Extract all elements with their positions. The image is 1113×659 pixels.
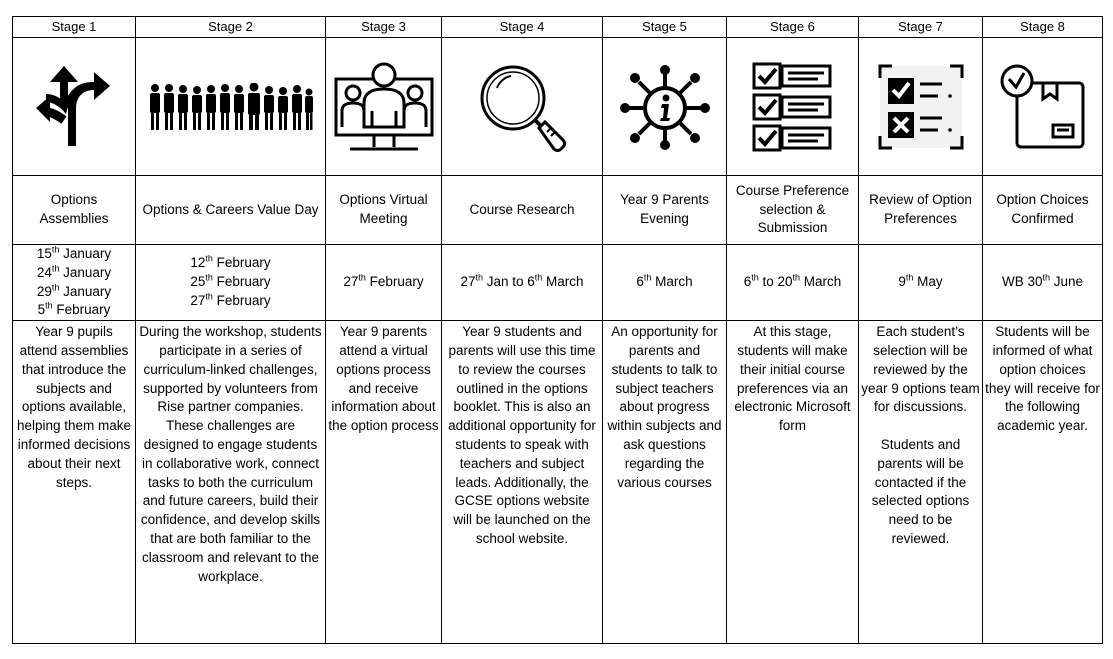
date-ordinal: th: [475, 272, 483, 283]
options-timeline-table: [12, 16, 1103, 644]
stage-label: Stage 7: [859, 17, 983, 38]
date-ordinal: th: [643, 272, 652, 283]
date-text: to: [758, 274, 778, 290]
info-network-icon: [619, 64, 711, 150]
date-ordinal: th: [51, 244, 60, 255]
stage-icon-cell: [442, 38, 603, 176]
date-day: 24: [36, 264, 52, 280]
date-day: 20: [777, 274, 793, 290]
stage-icon-cell: [603, 38, 727, 176]
date-line: [605, 273, 724, 292]
date-text: March: [800, 274, 842, 290]
box-confirmed-icon: [999, 63, 1087, 151]
stage-description: [13, 321, 136, 644]
date-ordinal: th: [792, 272, 801, 283]
date-line: [444, 273, 600, 292]
date-line: [15, 283, 133, 302]
date-line: [138, 273, 323, 292]
stage-name: Option Choices Confirmed: [983, 176, 1103, 245]
date-ordinal: th: [751, 272, 759, 283]
stage-description: [326, 321, 442, 644]
date-line: [861, 273, 980, 292]
date-ordinal: th: [1042, 272, 1050, 283]
magnifying-glass-icon: [477, 62, 567, 152]
stage-dates: [442, 245, 603, 321]
date-text: May: [913, 274, 943, 290]
stage-description: [983, 321, 1103, 644]
checklist-icon: [752, 62, 834, 152]
date-line: [138, 292, 323, 311]
stage-name-row: [13, 176, 1103, 245]
date-ordinal: th: [205, 272, 213, 283]
stage-label: Stage 4: [442, 17, 603, 38]
date-day: 6: [743, 274, 752, 290]
date-line: [138, 254, 323, 273]
stage-dates: [859, 245, 983, 321]
description-paragraph: Year 9 pupils attend assemblies that introduce the subjects and options available, helping them make informed decisions about their next steps.: [16, 324, 132, 490]
stage-dates: [603, 245, 727, 321]
date-line: [729, 273, 856, 292]
date-line: [985, 273, 1100, 292]
stage-label: Stage 3: [326, 17, 442, 38]
date-text: February: [212, 292, 271, 308]
stage-name: Course Preference selection & Submission: [727, 176, 859, 245]
date-text: June: [1050, 274, 1084, 290]
date-day: 30: [1027, 274, 1043, 290]
stage-description: [859, 321, 983, 644]
date-text: February: [212, 274, 271, 290]
description-paragraph: Year 9 parents attend a virtual options process and receive information about the option process: [328, 324, 439, 434]
stage-icon-cell: [13, 38, 136, 176]
date-text: February: [365, 274, 424, 290]
stage-dates: [13, 245, 136, 321]
stage-name: Review of Option Preferences: [859, 176, 983, 245]
date-text: February: [52, 302, 111, 318]
stage-dates: [326, 245, 442, 321]
people-group-icon: [148, 83, 314, 131]
description-paragraph: Students will be informed of what option choices they will receive for the following academic year.: [985, 324, 1100, 434]
date-day: 27: [190, 292, 206, 308]
description-paragraph: Each student’s selection will be reviewed by the year 9 options team for discussions.: [861, 324, 980, 415]
stage-name: Options & Careers Value Day: [136, 176, 326, 245]
stage-icon-cell: [983, 38, 1103, 176]
date-day: 5: [37, 302, 46, 318]
date-day: 6: [636, 274, 644, 290]
stage-description-row: [13, 321, 1103, 644]
date-text: January: [59, 264, 112, 280]
stage-label: Stage 2: [136, 17, 326, 38]
stage-description: [136, 321, 326, 644]
date-day: 15: [36, 246, 52, 261]
stage-label: Stage 8: [983, 17, 1103, 38]
date-text: January: [59, 283, 112, 299]
description-paragraph: An opportunity for parents and students to talk to subject teachers about progress within subjects and ask questions regarding the various courses: [607, 324, 722, 490]
date-ordinal: th: [51, 263, 60, 274]
description-paragraph: Year 9 students and parents will use this time to review the courses outlined in the options booklet. This is also an additional opportunity for students to speak with teachers and subject leads. Additionally, the GCSE options website will be launched on the school website.: [448, 324, 596, 546]
description-paragraph: During the workshop, students participate in a series of curriculum-linked challenges, supported by volunteers from Rise partner companies. These challenges are designed to engage students in collaborative work, connect tasks to both the curriculum and future careers, build their confidence, and develop skills that are both familiar to the classroom and relevant to the workplace.: [139, 324, 322, 584]
stage-icon-cell: [859, 38, 983, 176]
stage-date-row: [13, 245, 1103, 321]
date-text: January: [59, 246, 112, 261]
date-day: 12: [190, 255, 206, 271]
date-line: [15, 245, 133, 264]
date-day: 6: [527, 274, 535, 290]
date-ordinal: th: [358, 272, 366, 283]
stage-dates: [727, 245, 859, 321]
stage-description: [727, 321, 859, 644]
date-prefix: WB: [1001, 274, 1028, 290]
stage-label: Stage 1: [13, 17, 136, 38]
stage-dates: [136, 245, 326, 321]
stage-description: [603, 321, 727, 644]
stage-label: Stage 5: [603, 17, 727, 38]
date-ordinal: th: [51, 282, 60, 293]
date-ordinal: th: [905, 272, 914, 283]
stage-icon-row: [13, 38, 1103, 176]
date-line: [15, 301, 133, 320]
date-ordinal: th: [534, 272, 543, 283]
stage-dates: [983, 245, 1103, 321]
description-paragraph: Students and parents will be contacted if the selected options need to be reviewed.: [871, 436, 970, 546]
date-day: 25: [190, 274, 206, 290]
date-text: February: [212, 255, 271, 271]
date-ordinal: th: [45, 300, 53, 311]
stage-name: Course Research: [442, 176, 603, 245]
date-ordinal: th: [205, 253, 213, 264]
date-line: [328, 273, 439, 292]
review-checklist-icon: [876, 62, 966, 152]
date-day: 9: [898, 274, 906, 290]
split-arrow-icon: [34, 62, 114, 152]
date-day: 29: [36, 283, 52, 299]
date-day: 27: [460, 274, 476, 290]
stage-name: Year 9 Parents Evening: [603, 176, 727, 245]
stage-icon-cell: [727, 38, 859, 176]
description-paragraph: At this stage, students will make their initial course preferences via an electronic Microsoft form: [734, 324, 851, 434]
stage-icon-cell: [326, 38, 442, 176]
stage-header-row: [13, 17, 1103, 38]
stage-icon-cell: [136, 38, 326, 176]
date-ordinal: th: [205, 291, 213, 302]
date-day: 27: [343, 274, 359, 290]
date-text: March: [542, 274, 584, 290]
stage-label: Stage 6: [727, 17, 859, 38]
date-text: March: [651, 274, 693, 290]
date-text: Jan to: [482, 274, 528, 290]
date-line: [15, 264, 133, 283]
stage-description: [442, 321, 603, 644]
stage-name: Options Assemblies: [13, 176, 136, 245]
virtual-meeting-icon: [334, 61, 434, 153]
stage-name: Options Virtual Meeting: [326, 176, 442, 245]
